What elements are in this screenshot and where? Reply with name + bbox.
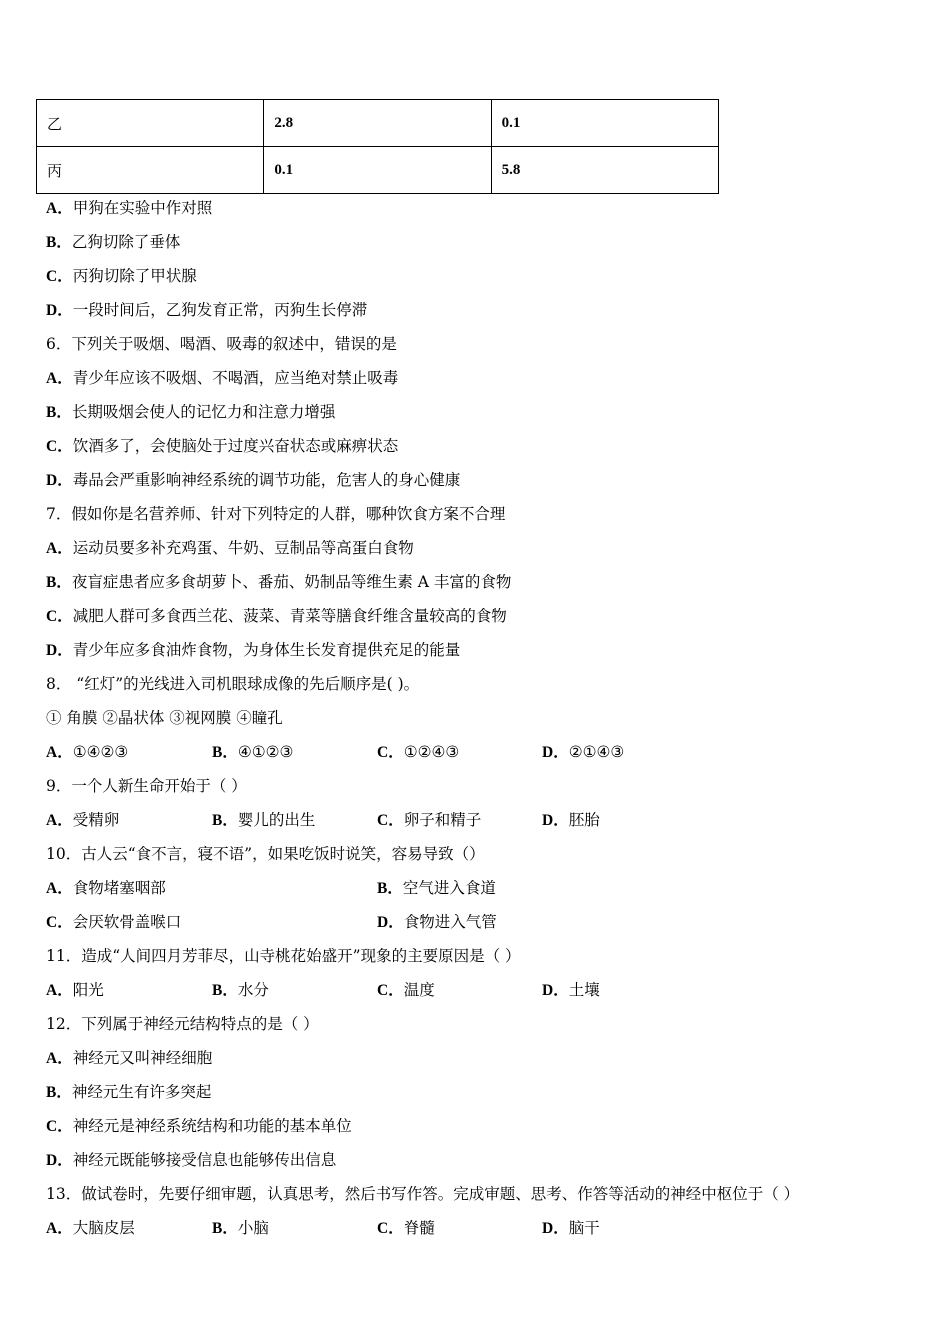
q8-option-d: D．②①④③ bbox=[542, 743, 625, 761]
table-cell: 0.1 bbox=[264, 147, 491, 194]
q7-option-b: B．夜盲症患者应多食胡萝卜、番茄、奶制品等维生素 A 丰富的食物 bbox=[46, 573, 512, 591]
q10-option-b: B．空气进入食道 bbox=[377, 879, 496, 897]
q7-option-a: A．运动员要多补充鸡蛋、牛奶、豆制品等高蛋白食物 bbox=[46, 539, 414, 557]
q6-option-c: C．饮酒多了，会使脑处于过度兴奋状态或麻痹状态 bbox=[46, 437, 399, 455]
q9-option-d: D．胚胎 bbox=[542, 811, 600, 829]
q12-option-b: B．神经元生有许多突起 bbox=[46, 1083, 212, 1101]
q7-option-d: D．青少年应多食油炸食物，为身体生长发育提供充足的能量 bbox=[46, 641, 461, 659]
q7-stem: 7．假如你是名营养师、针对下列特定的人群，哪种饮食方案不合理 bbox=[46, 505, 506, 523]
q8-items: ① 角膜 ②晶状体 ③视网膜 ④瞳孔 bbox=[46, 709, 283, 727]
table-cell: 0.1 bbox=[491, 100, 718, 147]
q13-option-a: A．大脑皮层 bbox=[46, 1219, 135, 1237]
q10-option-a: A．食物堵塞咽部 bbox=[46, 879, 166, 897]
q11-option-c: C．温度 bbox=[377, 981, 435, 999]
q6-option-b: B．长期吸烟会使人的记忆力和注意力增强 bbox=[46, 403, 336, 421]
data-table bbox=[36, 99, 719, 194]
q11-option-a: A．阳光 bbox=[46, 981, 104, 999]
q5-option-c: C．丙狗切除了甲状腺 bbox=[46, 267, 197, 285]
q13-option-c: C．脊髓 bbox=[377, 1219, 435, 1237]
q11-stem: 11．造成“人间四月芳菲尽，山寺桃花始盛开”现象的主要原因是（ ） bbox=[46, 947, 521, 965]
q13-option-d: D．脑干 bbox=[542, 1219, 600, 1237]
q8-option-a: A．①④②③ bbox=[46, 743, 129, 761]
q5-option-b: B．乙狗切除了垂体 bbox=[46, 233, 181, 251]
q6-option-d: D．毒品会严重影响神经系统的调节功能，危害人的身心健康 bbox=[46, 471, 461, 489]
q9-option-a: A．受精卵 bbox=[46, 811, 120, 829]
q8-option-b: B．④①②③ bbox=[212, 743, 294, 761]
q10-option-d: D．食物进入气管 bbox=[377, 913, 497, 931]
q8-stem: 8． “红灯”的光线进入司机眼球成像的先后顺序是( )。 bbox=[46, 675, 420, 693]
q5-option-a: A．甲狗在实验中作对照 bbox=[46, 199, 213, 217]
q10-option-c: C．会厌软骨盖喉口 bbox=[46, 913, 182, 931]
q13-option-b: B．小脑 bbox=[212, 1219, 269, 1237]
table-cell: 乙 bbox=[37, 100, 264, 147]
q9-option-c: C．卵子和精子 bbox=[377, 811, 482, 829]
q12-option-a: A．神经元又叫神经细胞 bbox=[46, 1049, 213, 1067]
q5-option-d: D．一段时间后，乙狗发育正常，丙狗生长停滞 bbox=[46, 301, 368, 319]
q9-stem: 9．一个人新生命开始于（ ） bbox=[46, 777, 247, 795]
q11-option-b: B．水分 bbox=[212, 981, 269, 999]
table-cell: 丙 bbox=[37, 147, 264, 194]
q8-option-c: C．①②④③ bbox=[377, 743, 460, 761]
q6-stem: 6．下列关于吸烟、喝酒、吸毒的叙述中，错误的是 bbox=[46, 335, 397, 353]
q13-stem: 13．做试卷时，先要仔细审题，认真思考，然后书写作答。完成审题、思考、作答等活动的神经中枢位于（ ） bbox=[46, 1185, 800, 1203]
table-cell: 5.8 bbox=[491, 147, 718, 194]
q12-option-d: D．神经元既能够接受信息也能够传出信息 bbox=[46, 1151, 337, 1169]
q12-option-c: C．神经元是神经系统结构和功能的基本单位 bbox=[46, 1117, 352, 1135]
q9-option-b: B．婴儿的出生 bbox=[212, 811, 316, 829]
table-row bbox=[37, 147, 719, 194]
q7-option-c: C．减肥人群可多食西兰花、菠菜、青菜等膳食纤维含量较高的食物 bbox=[46, 607, 507, 625]
q10-stem: 10．古人云“食不言，寝不语”，如果吃饭时说笑，容易导致（） bbox=[46, 845, 485, 863]
q12-stem: 12．下列属于神经元结构特点的是（ ） bbox=[46, 1015, 319, 1033]
table-row bbox=[37, 100, 719, 147]
q11-option-d: D．土壤 bbox=[542, 981, 600, 999]
q6-option-a: A．青少年应该不吸烟、不喝酒，应当绝对禁止吸毒 bbox=[46, 369, 399, 387]
table-cell: 2.8 bbox=[264, 100, 491, 147]
